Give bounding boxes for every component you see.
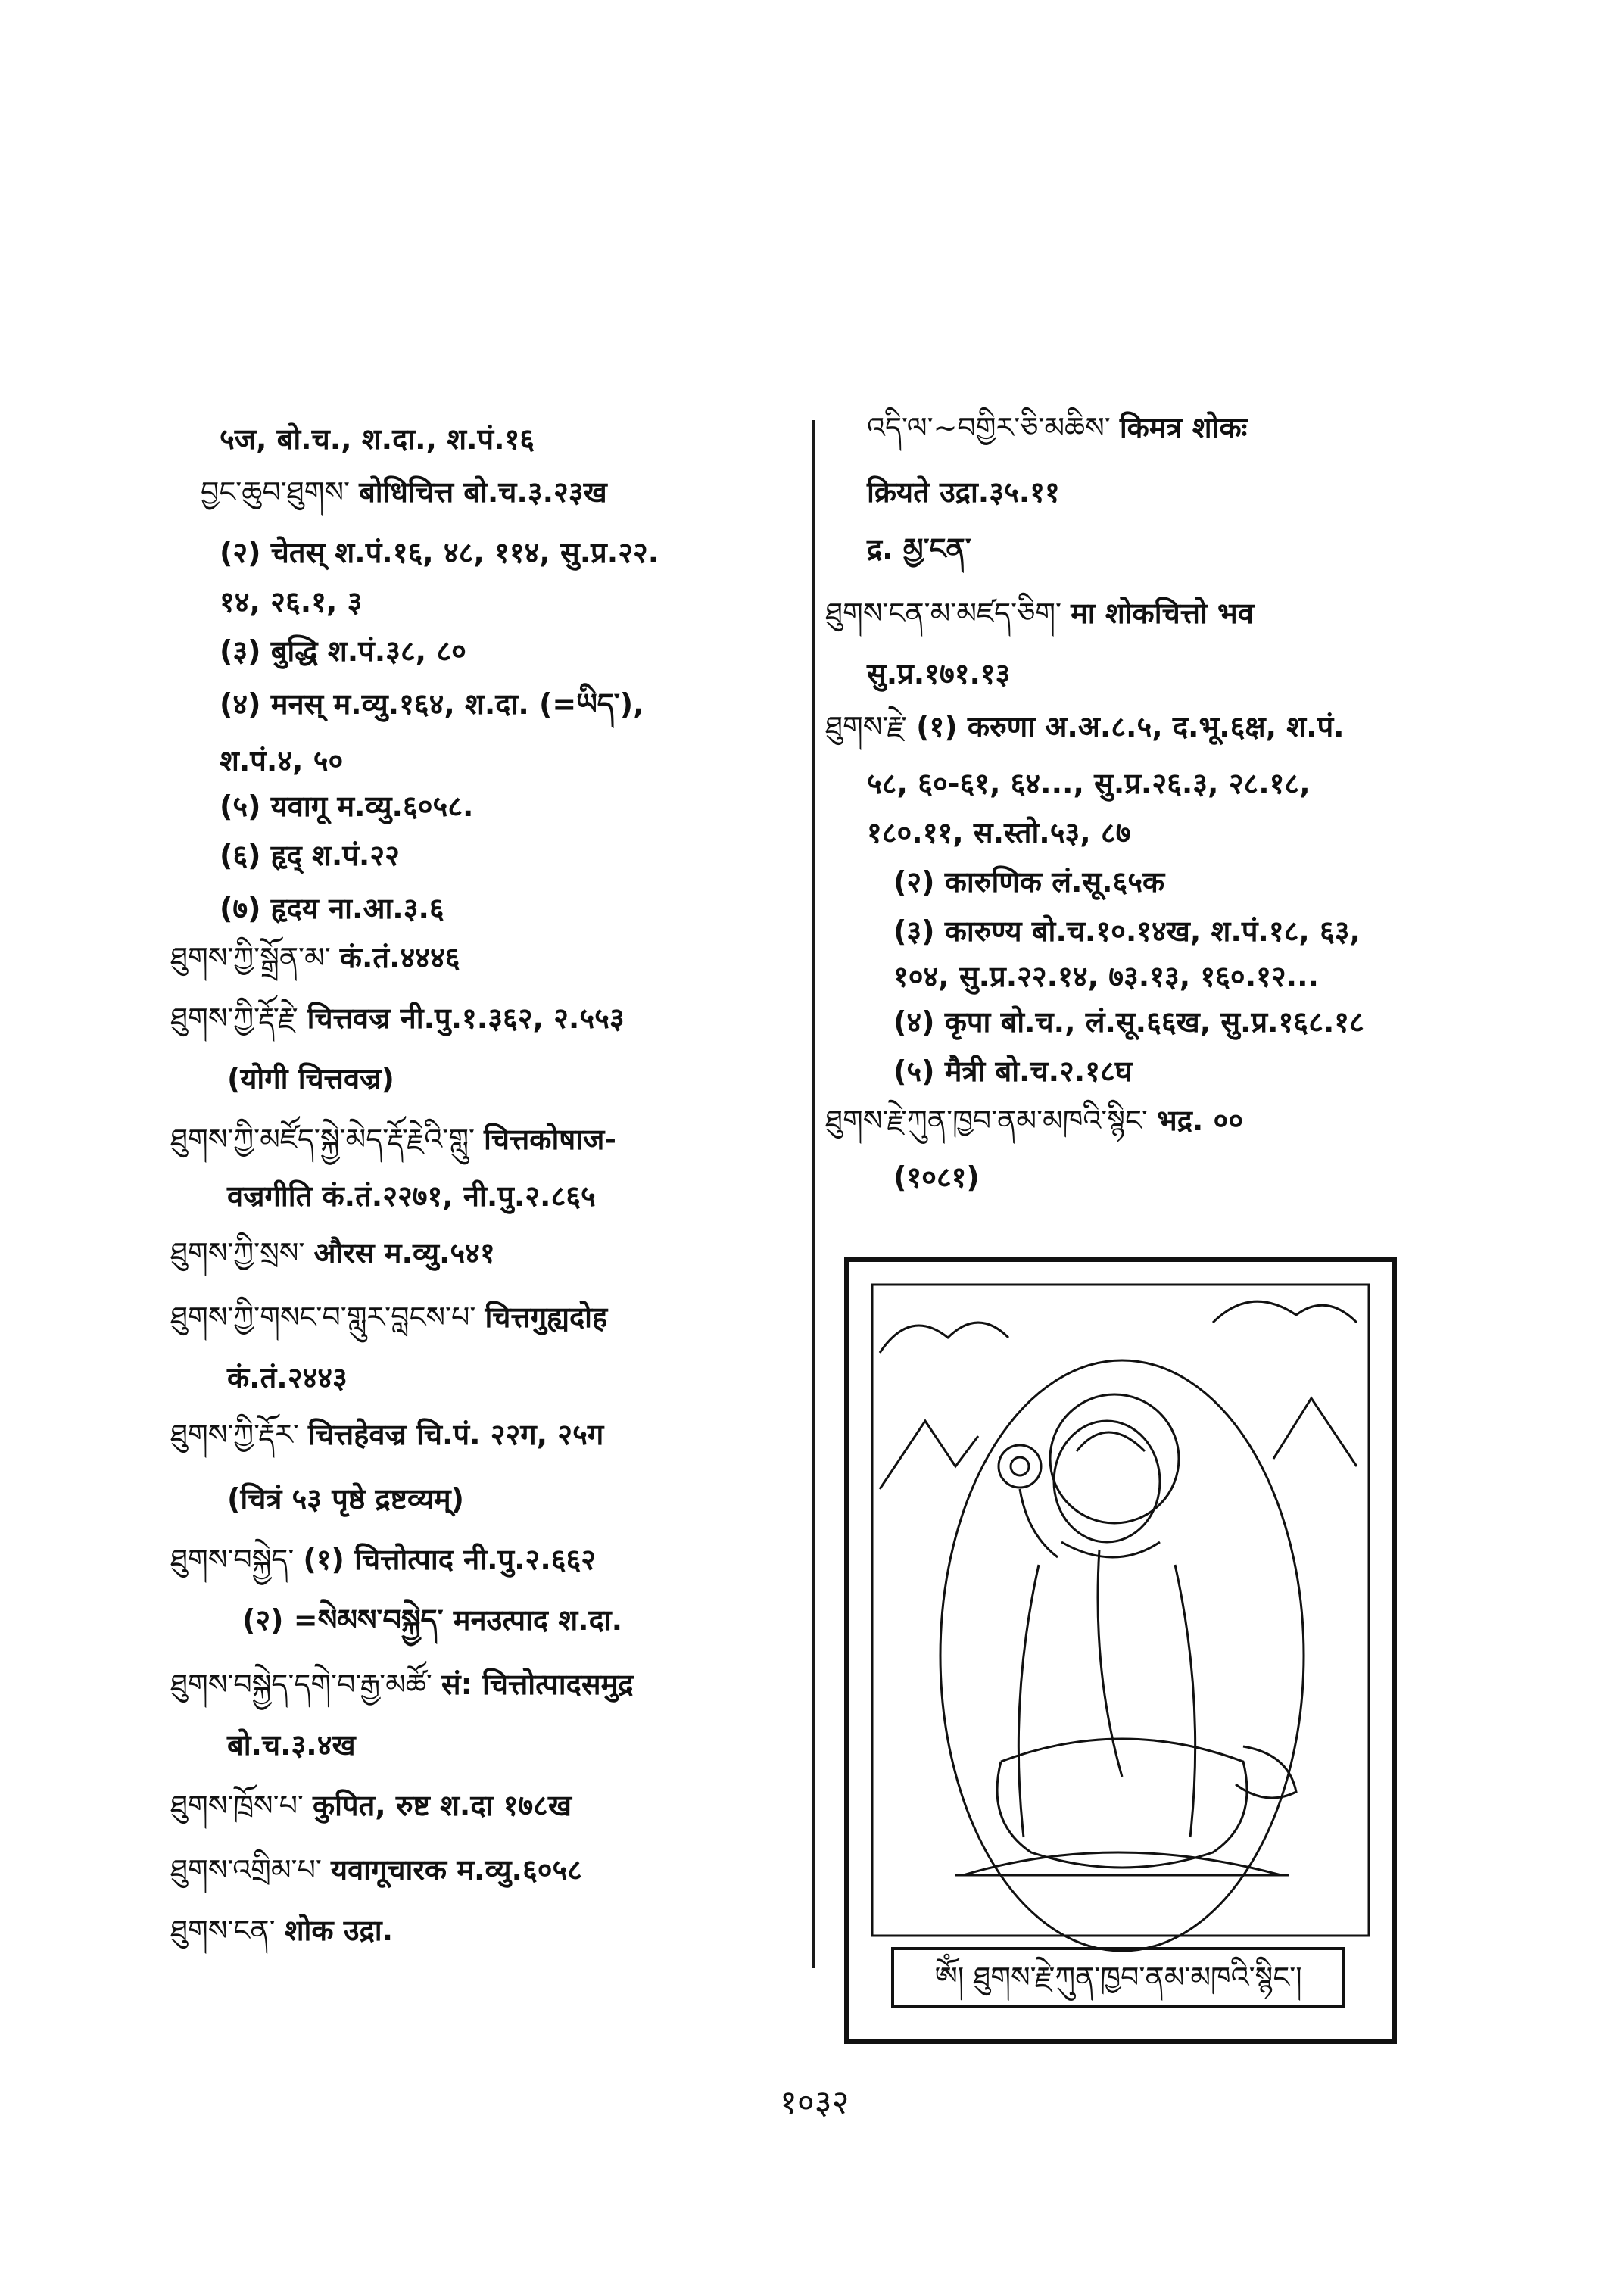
entry-line: ཐུགས་ངན་ शोक उद्रा.	[170, 1914, 394, 1947]
entry-line: (२) =སེམས་བསྐྱེད་ मनउत्पाद श.दा.	[242, 1603, 623, 1637]
entry-line: १४, २६.१, ३	[220, 585, 363, 618]
entry-line: (४) मनस् म.व्यु.१६४, श.दा. (=ཡིད་),	[220, 687, 644, 721]
entry-line: ཐུགས་བསྐྱེད་ (१) चित्तोत्पाद नी.पु.२.६६२	[170, 1543, 597, 1576]
entry-line: ཐུགས་ངན་མ་མཛད་ཅིག་ मा शोकचित्तो भव	[825, 597, 1254, 630]
entry-line: १८०.११, स.स्तो.५३, ८७	[867, 816, 1131, 849]
entry-line: (५) मैत्री बो.च.२.१८घ	[893, 1055, 1133, 1088]
entry-line: सु.प्र.१७१.१३	[867, 657, 1011, 690]
entry-line: (चित्रं ५३ पृष्ठे द्रष्टव्यम्)	[227, 1482, 464, 1516]
entry-line: बो.च.३.४ख	[227, 1728, 356, 1762]
entry-line: ཐུགས་ཀྱི་རྡོ་རྗེ་ चित्तवज्र नी.पु.१.३६२, २.५५३	[170, 1002, 625, 1035]
entry-line: ཐུགས་ཀྱི་སྲས་ औरस म.व्यु.५४१	[170, 1236, 495, 1270]
entry-line: ཐུགས་ཁྲོས་པ་ कुपित, रुष्ट श.दा १७८ख	[170, 1789, 572, 1822]
entry-line: ५ज, बो.च., श.दा., श.पं.१६	[220, 422, 535, 456]
entry-line: (३) बुद्धि श.पं.३८, ८०	[220, 634, 466, 668]
entry-line: ཐུགས་ཀྱི་གསང་བ་གླུར་བླངས་པ་ चित्तगुह्यदोह	[170, 1301, 608, 1334]
column-divider	[812, 420, 815, 1968]
figure-caption: ༀ། ཐུགས་རྗེ་ཀུན་ཁྱབ་ནམ་མཁའི་སྙིང་།	[891, 1947, 1345, 2008]
entry-line: འདི་ལ་~བགྱིར་ཅི་མཆིས་ किमत्र शोकः	[867, 411, 1248, 444]
entry-line: (३) कारुण्य बो.च.१०.१४ख, श.पं.१८, ६३,	[893, 914, 1361, 948]
page-number: १०३२	[780, 2083, 849, 2122]
entry-line: (१०८१)	[893, 1161, 980, 1194]
entry-line: ཐུགས་ཀྱི་མཛོད་སྐྱེ་མེད་རྡོ་རྗེའི་གླུ་ चित्तकोषाज-	[170, 1123, 617, 1156]
entry-line: ཐུགས་འགྲིམ་པ་ यवागूचारक म.व्यु.६०५८	[170, 1853, 582, 1886]
deity-drawing	[849, 1262, 1392, 2039]
entry-line: (योगी चित्तवज्र)	[227, 1062, 394, 1095]
entry-line: (२) कारुणिक लं.सू.६५क	[893, 865, 1165, 899]
entry-line: ཐུགས་རྗེ་ (१) करुणा अ.अ.८.५, द.भू.६क्ष, श.पं.	[825, 710, 1345, 743]
entry-line: वज्रगीति कं.तं.२२७१, नी.पु.२.८६५	[227, 1179, 596, 1213]
entry-line: (५) यवागू म.व्यु.६०५८.	[220, 790, 474, 823]
entry-line: १०४, सु.प्र.२२.१४, ७३.१३, १६०.१२...	[893, 960, 1319, 993]
deity-illustration	[844, 1257, 1397, 2044]
entry-line: (६) हृद् श.पं.२२	[220, 839, 400, 872]
entry-line: ཐུགས་རྗེ་ཀུན་ཁྱབ་ནམ་མཁའི་སྙིང་ भद्र. ००	[825, 1104, 1244, 1137]
entry-line: ཐུགས་བསྐྱེད་དགེ་བ་རྒྱ་མཚོ་ सं: चित्तोत्पादसमुद्र	[170, 1668, 634, 1701]
entry-line: (७) हृदय ना.आ.३.६	[220, 892, 444, 925]
entry-line: བྱང་ཆུབ་ཐུགས་ बोधिचित्त बो.च.३.२३ख	[201, 475, 607, 509]
entry-line: कं.तं.२४४३	[227, 1361, 348, 1394]
entry-line: ཐུགས་ཀྱི་རྡོར་ चित्तहेवज्र चि.पं. २२ग, २५ग	[170, 1418, 604, 1451]
entry-line: (४) कृपा बो.च., लं.सू.६६ख, सु.प्र.१६८.१८	[893, 1005, 1364, 1039]
entry-line: श.पं.४, ५०	[220, 744, 344, 777]
entry-line: ཐུགས་ཀྱི་སྒྲོན་མ་ कं.तं.४४४६	[170, 941, 460, 974]
entry-line: क्रियते उद्रा.३५.११	[867, 475, 1060, 509]
entry-line: (२) चेतस् श.पं.१६, ४८, ११४, सु.प्र.२२.	[220, 536, 659, 569]
entry-line: ५८, ६०-६१, ६४..., सु.प्र.२६.३, २८.१८,	[867, 767, 1311, 800]
entry-line: द्र. མྱ་ངན་	[867, 532, 971, 565]
